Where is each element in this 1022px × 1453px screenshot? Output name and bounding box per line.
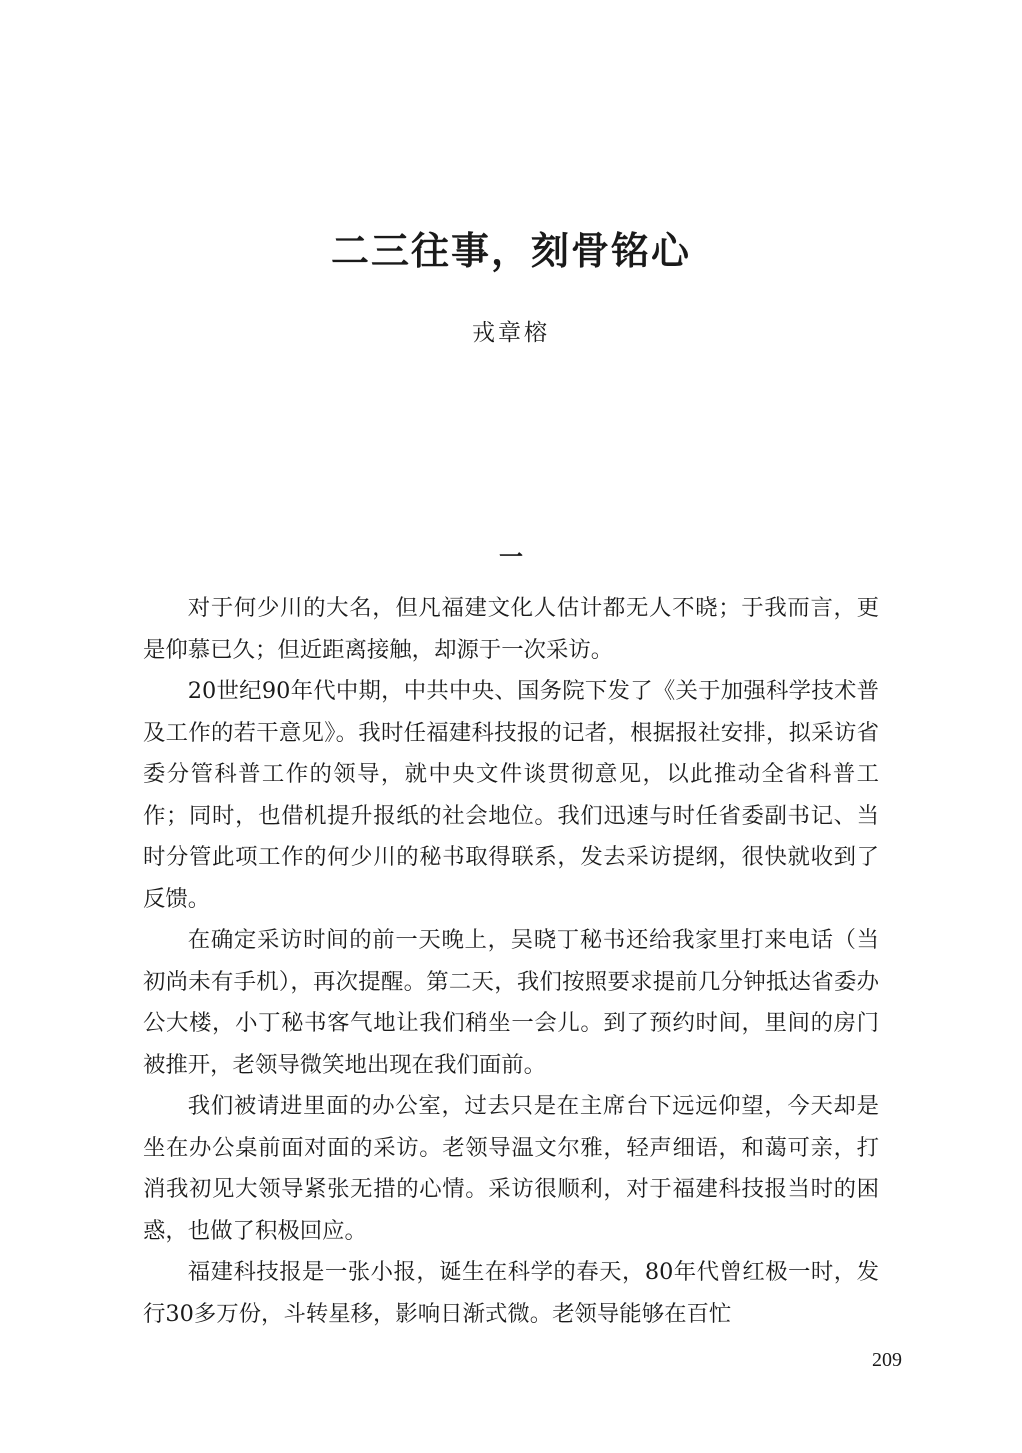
page-number: 209 xyxy=(872,1349,902,1371)
article-author: 戎章榕 xyxy=(472,320,550,346)
paragraph: 福建科技报是一张小报，诞生在科学的春天，80年代曾红极一时，发行30多万份，斗转星移，影响日渐式微。老领导能够在百忙 xyxy=(143,1259,879,1327)
section-marker: 一 xyxy=(499,542,523,571)
article-body xyxy=(143,588,879,1335)
paragraph: 20世纪90年代中期，中共中央、国务院下发了《关于加强科学技术普及工作的若干意见》。我时任福建科技报的记者，根据报社安排，拟采访省委分管科普工作的领导，就中央文件谈贯彻意见，以此推动全省科普工作；同时，也借机提升报纸的社会地位。我们迅速与时任省委副书记、当时分管此项工作的何少川的秘书取得联系，发去采访提纲，很快就收到了反馈。 xyxy=(143,678,879,912)
paragraph: 对于何少川的大名，但凡福建文化人估计都无人不晓；于我而言，更是仰慕已久；但近距离接触，却源于一次采访。 xyxy=(143,595,879,663)
paragraph: 我们被请进里面的办公室，过去只是在主席台下远远仰望，今天却是坐在办公桌前面对面的采访。老领导温文尔雅，轻声细语，和蔼可亲，打消我初见大领导紧张无措的心情。采访很顺利，对于福建科技报当时的困惑，也做了积极回应。 xyxy=(143,1093,879,1244)
article-title: 二三往事，刻骨铭心 xyxy=(330,228,691,273)
paragraph: 在确定采访时间的前一天晚上，吴晓丁秘书还给我家里打来电话（当初尚未有手机），再次提醒。第二天，我们按照要求提前几分钟抵达省委办公大楼，小丁秘书客气地让我们稍坐一会儿。到了预约时间，里间的房门被推开，老领导微笑地出现在我们面前。 xyxy=(143,927,879,1078)
